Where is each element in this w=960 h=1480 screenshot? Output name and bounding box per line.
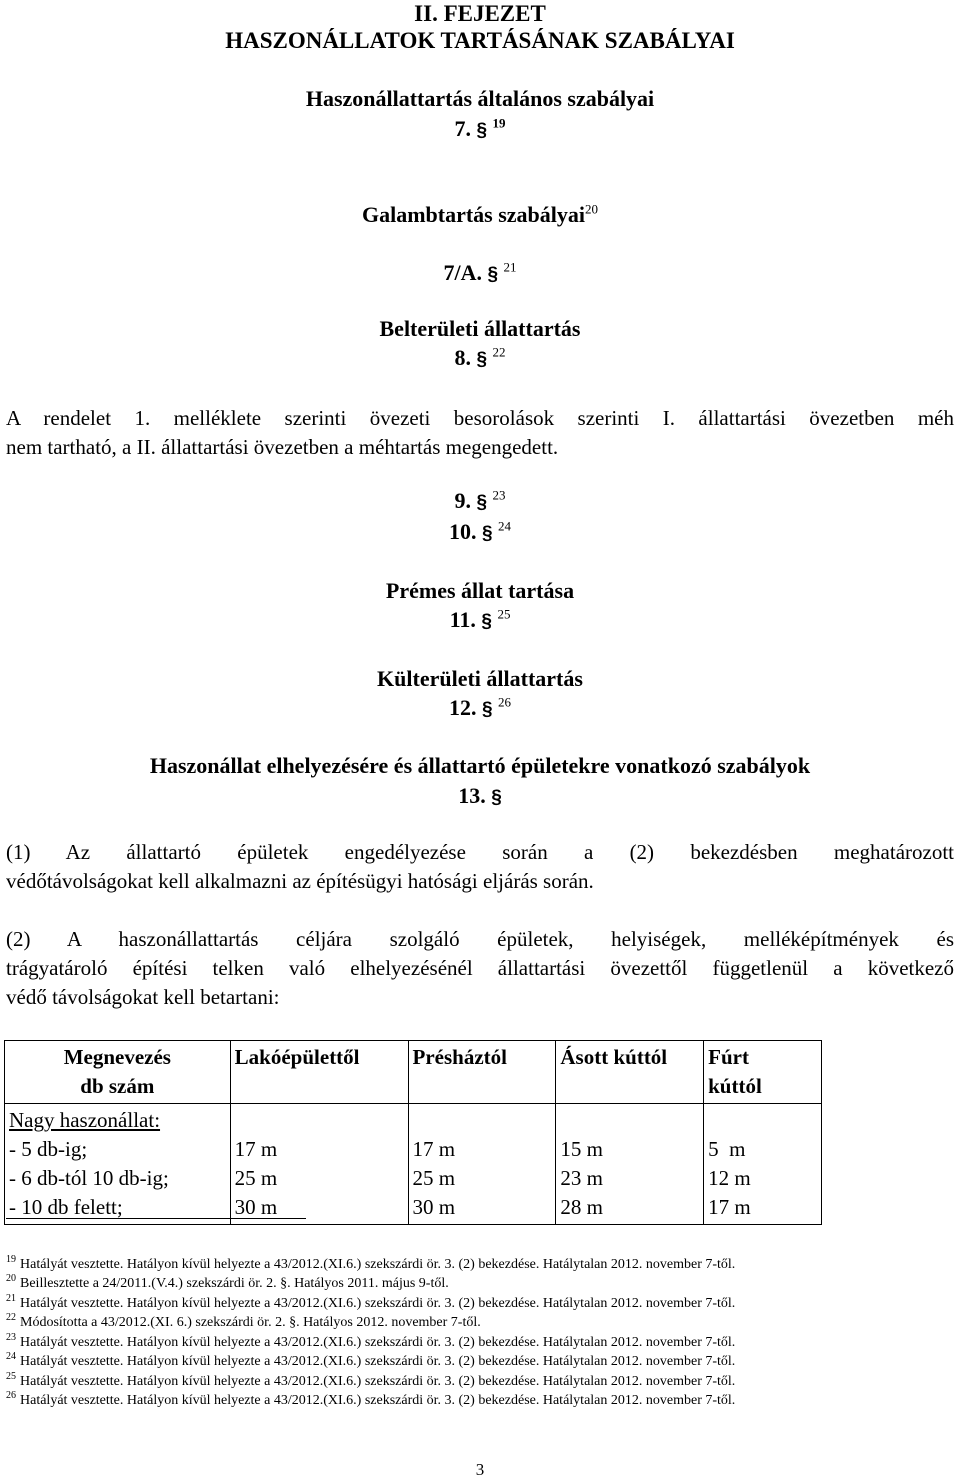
cell-value: 12 m [708,1166,751,1190]
footnote-text: Módosította a 43/2012.(XI. 6.) szekszárdi ör. 2. §. Hatályos 2012. november 7-től. [20,1315,481,1330]
column-header-preshaz: Présháztól [408,1041,556,1104]
footnote [6,1333,735,1352]
row-name: - 10 db felett; [9,1195,123,1219]
section-sign: § [491,787,502,808]
section-sign: § [481,611,492,632]
footnote [6,1274,449,1293]
section-number: 12. [448,695,477,720]
footnote-number: 19 [6,1254,16,1266]
section-number: 8. [454,345,471,370]
section-number: 10. [448,519,477,544]
footnote-ref[interactable]: 19 [492,115,506,131]
footnote-number: 24 [6,1351,16,1363]
asott-kut-values-cell [556,1104,704,1225]
footnote-number: 23 [6,1332,16,1344]
cell-value: 23 m [560,1166,603,1190]
paragraph-line: védőtávolságokat kell alkalmazni az építésügyi hatósági eljárás során. [6,869,594,893]
cell-value: 28 m [560,1195,603,1219]
section-7-heading: Haszonállattartás általános szabályai [305,86,655,111]
footnote [6,1255,735,1274]
section-12-heading: Külterületi állattartás [377,666,583,691]
section-sign: § [487,264,499,285]
section-13-paragraph-1 [6,838,954,896]
row-names-cell [5,1104,231,1225]
footnote-ref[interactable]: 21 [503,259,517,275]
paragraph-line: védő távolságokat kell betartani: [6,985,280,1009]
footnote [6,1313,481,1332]
header-line: db szám [80,1074,155,1098]
distance-table [4,1040,822,1225]
footnote-text: Hatályát vesztette. Hatályon kívül helyezte a 43/2012.(XI.6.) szekszárdi ör. 3. (2) bekezdése. Hatálytalan 2012. november 7-től. [20,1296,736,1311]
column-header-name [5,1041,231,1104]
footnote [6,1352,735,1371]
section-13-number [0,783,960,811]
section-sign: § [476,492,488,513]
section-sign: § [476,120,488,141]
table-row [5,1104,822,1225]
footnote-number: 20 [6,1273,16,1285]
footnote-ref[interactable]: 23 [492,487,506,503]
section-11-heading: Prémes állat tartása [385,578,575,603]
footnote-number: 25 [6,1371,16,1383]
group-label-text: Nagy haszonállat: [9,1108,161,1132]
cell-value: 30 m [234,1195,278,1219]
footnote-text: Hatályát vesztette. Hatályon kívül helyezte a 43/2012.(XI.6.) szekszárdi ör. 3. (2) bekezdése. Hatálytalan 2012. november 7-től. [20,1257,736,1272]
footnote-text: Hatályát vesztette. Hatályon kívül helyezte a 43/2012.(XI.6.) szekszárdi ör. 3. (2) bekezdése. Hatálytalan 2012. november 7-től. [20,1354,736,1369]
column-header-furt-kut [704,1041,822,1104]
section-10-number [0,519,960,547]
footnote [6,1372,735,1391]
section-number: 13. [458,783,486,808]
row-name: - 5 db-ig; [9,1137,88,1161]
footnote-separator [6,1218,306,1219]
footnote [6,1391,735,1410]
header-line: Megnevezés [63,1045,171,1069]
section-8-number [0,345,960,373]
section-12-number [0,695,960,723]
cell-value: 30 m [412,1195,456,1219]
section-number: 7/A. [443,260,482,285]
footnote-text: Hatályát vesztette. Hatályon kívül helyezte a 43/2012.(XI.6.) szekszárdi ör. 3. (2) bekezdése. Hatálytalan 2012. november 7-től. [20,1335,736,1350]
cell-value: 15 m [560,1137,603,1161]
footnote-ref[interactable]: 20 [585,201,599,217]
section-number: 11. [449,607,476,632]
section-8-heading: Belterületi állattartás [379,316,581,341]
section-sign: § [481,523,493,544]
footnote-ref[interactable]: 24 [498,518,512,534]
footnote-text: Hatályát vesztette. Hatályon kívül helyezte a 43/2012.(XI.6.) szekszárdi ör. 3. (2) bekezdése. Hatálytalan 2012. november 7-től. [20,1374,736,1389]
heading-text: Galambtartás szabályai [361,202,586,227]
page-number: 3 [475,1460,485,1479]
section-7a-heading [0,202,960,228]
footnote-number: 22 [6,1312,16,1324]
furt-kut-values-cell [704,1104,822,1225]
cell-value: 17 m [234,1137,278,1161]
footnote-number: 26 [6,1390,16,1402]
cell-value: 25 m [412,1166,456,1190]
section-sign: § [476,349,488,370]
section-13-heading: Haszonállat elhelyezésére és állattartó épületekre vonatkozó szabályok [149,753,811,778]
footnote-ref[interactable]: 25 [497,606,511,622]
footnote-ref[interactable]: 22 [492,344,506,360]
row-name: - 6 db-tól 10 db-ig; [9,1166,169,1190]
paragraph-line: nem tartható, a II. állattartási övezetben a méhtartás megengedett. [6,435,559,459]
paragraph-line: (2) A haszonállattartás céljára szolgáló épületek, helyiségek, melléképítmények és [6,927,954,951]
cell-value: 17 m [708,1195,751,1219]
paragraph-line: trágyatároló építési telken való elhelyezésénél állattartási övezettől függetlenül a következő [6,956,954,980]
cell-value: 25 m [234,1166,278,1190]
column-header-asott-kut: Ásott kúttól [556,1041,704,1104]
table-header-row [5,1041,822,1104]
footnote-text: Hatályát vesztette. Hatályon kívül helyezte a 43/2012.(XI.6.) szekszárdi ör. 3. (2) bekezdése. Hatálytalan 2012. november 7-től. [20,1393,736,1408]
lakoepulet-values-cell [230,1104,408,1225]
section-11-number [0,607,960,635]
header-line: Fúrt [708,1045,749,1069]
section-13-paragraph-2 [6,925,954,1012]
group-label [9,1106,226,1135]
paragraph-line: (1) Az állattartó épületek engedélyezése során a (2) bekezdésben meghatározott [6,840,954,864]
section-9-number [0,488,960,516]
section-8-paragraph [6,404,954,462]
column-header-lakoepulet: Lakóépülettől [230,1041,408,1104]
section-number: 7. [454,116,471,141]
footnote-text: Beillesztette a 24/2011.(V.4.) szekszárdi ör. 2. §. Hatályos 2011. május 9-től. [20,1276,449,1291]
footnote-number: 21 [6,1293,16,1305]
preshaz-values-cell [408,1104,556,1225]
footnote [6,1294,735,1313]
footnote-ref[interactable]: 26 [498,694,512,710]
paragraph-line: A rendelet 1. melléklete szerinti övezeti besorolások szerinti I. állattartási övezetben méh [6,406,954,430]
section-sign: § [481,699,493,720]
cell-value: 17 m [412,1137,456,1161]
header-line: kúttól [708,1074,762,1098]
chapter-number: II. FEJEZET [414,1,546,26]
section-7-number [0,116,960,144]
section-7a-number [0,260,960,288]
section-number: 9. [454,488,471,513]
chapter-title: HASZONÁLLATOK TARTÁSÁNAK SZABÁLYAI [225,28,735,53]
cell-value: 5 m [708,1137,746,1161]
